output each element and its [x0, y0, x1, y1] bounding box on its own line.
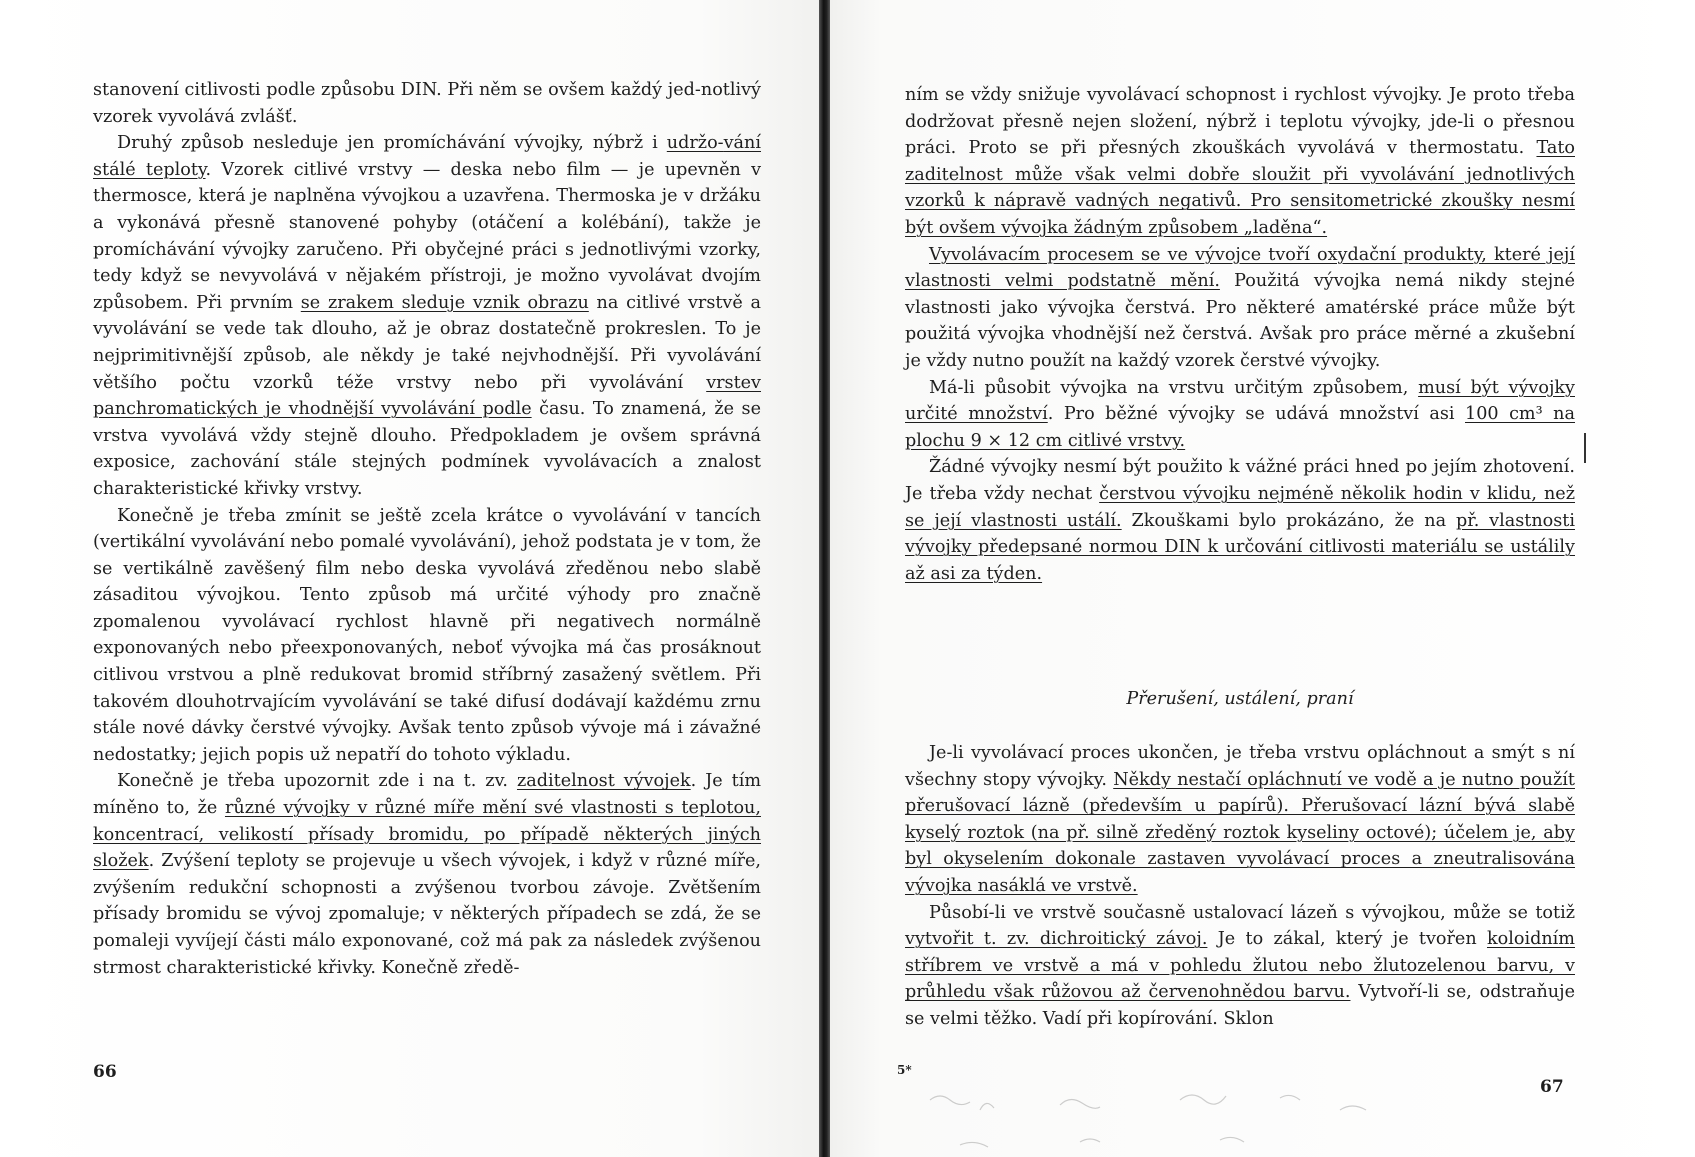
margin-pencil-mark — [1584, 433, 1586, 463]
text-run: stanovení citlivosti podle způsobu DIN. Při něm se ovšem každý jed- — [93, 80, 701, 100]
text-run: Konečně je třeba upozornit zde i na t. zv. — [117, 771, 517, 792]
underlined-text: různé vývojky v různé míře mění své vlastnosti s teplotou, koncentrací, velikostí přísady bromidu, po případě některých jiných složek — [93, 798, 761, 872]
underlined-text: Vyvolávacím procesem se ve vývojce tvoří oxydační produkty, které její vlastnosti velmi podstatně mění. — [905, 244, 1575, 292]
paragraph — [905, 375, 1575, 455]
left-page-text — [93, 77, 761, 981]
page-number-right: 67 — [1540, 1077, 1564, 1097]
text-run: Působí-li ve vrstvě současně ustalovací lázeň s vývojkou, může se totiž — [929, 902, 1575, 923]
text-run: Je to zákal, který je tvořen — [1207, 929, 1487, 950]
pencil-scribble — [920, 1070, 1480, 1157]
paragraph — [93, 77, 761, 130]
paragraph — [905, 900, 1575, 1033]
text-run: Druhý způsob nesleduje jen promíchávání vývojky, nýbrž i — [117, 133, 667, 154]
underlined-text: se zrakem sleduje vznik obrazu — [300, 292, 589, 313]
paragraph — [93, 768, 761, 981]
paragraph — [93, 503, 761, 769]
underlined-text: čerstvou vývojku nejméně několik hodin v klidu, než se její vlastnosti ustálí. — [905, 483, 1575, 531]
text-run: Konečně je třeba zmínit se ještě zcela krátce o vyvolávání v tancích (vertikální vyvolávání nebo pomalé vyvolávání), jehož podstata je v tom, že se vertikálně zavěšený film nebo deska vyvolává zředěnou nebo slabě zásaditou vývojkou. Tento způsob má určité výhody pro značně zpomalenou vyvolávací rychlost hlavně při negativech normálně exponovaných nebo přeexponovaných, neboť vývojka má čas prosáknout citlivou vrstvou a plně redukovat bromid stříbrný zasažený světlem. Při takovém dlouhotrvajícím vyvolávání se také difusí dodávají každému zrnu stále nové dávky čerstvé vývojky. Avšak tento způsob vývoje má i závažné nedostatky; jejich popis už nepatří do tohoto výkladu. — [93, 505, 761, 765]
underlined-text: vrstev panchromatických je vhodnější vyvolávání podle — [93, 372, 761, 420]
text-run: Vytvoří-li se, odstraňuje se velmi těžko. Vadí při kopírování. Sklon — [905, 982, 1576, 1029]
underlined-text: Někdy nestačí opláchnutí ve vodě a je nutno použít přerušovací lázně (především u papírů). Přerušovací lázní bývá slabě kyselý roztok (na př. silně zředěný roztok kyseliny octové); účelem je, aby byl okyselením dokonale zastaven vyvolávací proces a zneutralisována vývojka nasáklá ve vrstvě. — [905, 769, 1575, 896]
paragraph — [905, 454, 1575, 587]
paragraph — [93, 130, 761, 502]
text-run: Je-li vyvolávací proces ukončen, je třeba vrstvu opláchnout a smýt s ní všechny stopy vývojky. — [905, 743, 1575, 790]
right-page-text-after-heading — [905, 740, 1575, 1033]
underlined-text: vytvořit t. zv. dichroitický závoj. — [905, 929, 1208, 950]
right-page-text — [905, 82, 1575, 587]
text-run: . Je tím míněno to, že — [93, 771, 762, 819]
text-run: Má-li působit vývojka na vrstvu určitým způsobem, — [929, 377, 1419, 398]
text-run: ním se vždy snižuje vyvolávací schopnost i rychlost vývojky. Je proto třeba dodržovat přesně nejen složení, nýbrž i teplotu vývojky, jde-li o přesnou práci. Proto se při přesných zkouškách vyvolává v thermostatu. — [905, 85, 1575, 159]
text-run: . Zvýšení teploty se projevuje u všech vývojek, i když v různé míře, zvýšením redukční schopnosti a zvýšenou tvorbou závoje. Zvětšením přísady bromidu se vývoj zpomaluje; v některých případech se zdá, že se pomaleji vyvíjejí části málo exponované, což má pak za následek zvýšenou strmost charakteristické křivky. Konečně zředě- — [93, 851, 761, 978]
text-run: Zkouškami bylo prokázáno, že na — [1121, 510, 1456, 531]
paragraph — [905, 82, 1575, 242]
paragraph — [905, 740, 1575, 900]
underlined-text: koloidním stříbrem ve vrstvě a má v pohledu žlutou nebo žlutozelenou barvu, v průhledu však růžovou až červenohnědou barvu. — [905, 929, 1575, 1003]
text-run: času. To znamená, že se vrstva vyvolává vždy stejně dlouho. Předpokladem je ovšem správná exposice, zachování stále stejných podmínek vyvolávacích a znalost charakteristické křivky vrstvy. — [93, 399, 761, 499]
underlined-text: zaditelnost vývojek — [516, 771, 691, 792]
underlined-text: vání stálé teploty — [93, 133, 761, 180]
text-run: notlivý vzorek vyvolává zvlášť. — [93, 80, 761, 127]
underlined-text: musí být vývojky určité množství — [905, 377, 1575, 425]
underlined-text: Tato zaditelnost může však velmi dobře sloužit při vyvolávání jednotlivých vzorků k nápravě vadných negativů. Pro sensitometrické zkoušky nesmí být ovšem vývojka žádným způsobem „laděna“. — [905, 138, 1575, 238]
text-run: na citlivé vrstvě a vyvolávání se vede tak dlouho, až je obraz dostatečně prokreslen. To je nejprimitivnější způsob, ale někdy je také nejvhodnější. Při vyvolávání většího počtu vzorků téže vrstvy nebo při vyvolávání — [93, 292, 762, 393]
text-run: Žádné vývojky nesmí být použito k vážné práci hned po jejím zhotovení. Je třeba vždy nechat — [905, 457, 1575, 504]
paragraph — [905, 242, 1575, 375]
text-run: . Pro běžné vývojky se udává množství asi — [1047, 404, 1465, 425]
left-page — [0, 0, 822, 1157]
text-run: . Vzorek citlivé vrstvy — deska nebo film — je upevněn v thermosce, která je naplněna vývojkou a uzavřena. Thermoska je v držáku a vykonává přesně stanovené pohyby (otáčení a kolébání), takže je promíchávání vývojky zaručeno. Při obyčejné práci s jednotlivými vzorky, tedy když se nevyvolává v nějakém přístroji, je možno vyvolávat dvojím způsobem. Při prvním — [93, 159, 762, 313]
section-heading: Přerušení, ustálení, praní — [1126, 689, 1354, 709]
underlined-text: 100 cm³ na plochu 9 × 12 cm citlivé vrstvy. — [905, 404, 1575, 451]
underlined-text: př. vlastnosti vývojky předepsané normou DIN k určování citlivosti materiálu se ustálily až asi za týden. — [905, 510, 1575, 584]
text-run: Použitá vývojka nemá nikdy stejné vlastnosti jako vývojka čerstvá. Pro některé amatérské práce může být použitá vývojka vhodnější než čerstvá. Avšak pro práce měrné a zkušební je vždy nutno použít na každý vzorek čerstvé vývojky. — [905, 271, 1575, 371]
page-number-left: 66 — [93, 1062, 117, 1082]
underlined-text: udržo- — [666, 133, 724, 154]
printer-signature-mark: 5* — [897, 1063, 912, 1077]
